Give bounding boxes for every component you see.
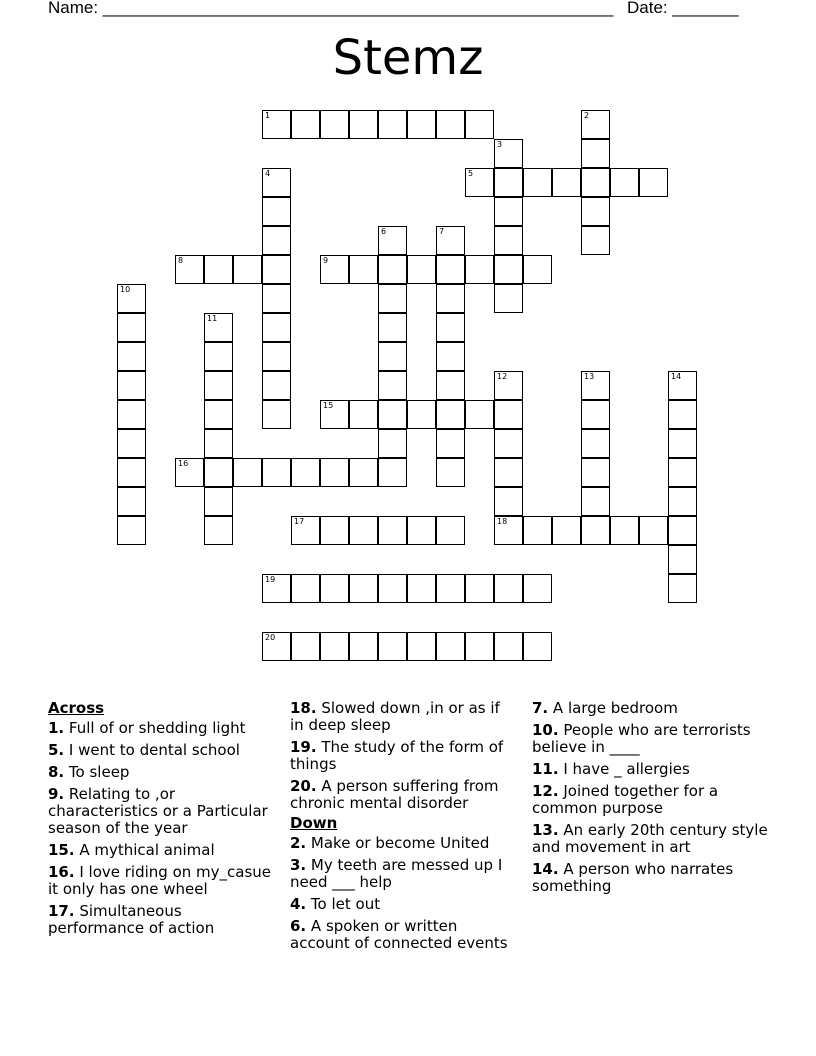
grid-cell[interactable]: [175, 458, 204, 487]
clue-number: 3: [497, 140, 503, 149]
grid-cell[interactable]: [378, 284, 407, 313]
grid-cell[interactable]: [407, 400, 436, 429]
grid-cell[interactable]: [204, 342, 233, 371]
grid-cell[interactable]: [581, 429, 610, 458]
grid-cell[interactable]: [581, 226, 610, 255]
clue-number: 18: [497, 517, 508, 526]
grid-cell[interactable]: [436, 429, 465, 458]
grid-cell[interactable]: [581, 168, 610, 197]
clue-number: 16: [178, 459, 189, 468]
grid-cell[interactable]: [320, 458, 349, 487]
grid-cell[interactable]: [465, 400, 494, 429]
grid-cell[interactable]: [494, 255, 523, 284]
grid-cell[interactable]: [407, 516, 436, 545]
grid-cell[interactable]: [262, 110, 291, 139]
grid-cell[interactable]: [668, 487, 697, 516]
grid-cell[interactable]: [581, 197, 610, 226]
grid-cell[interactable]: [494, 400, 523, 429]
grid-cell[interactable]: [204, 487, 233, 516]
grid-cell[interactable]: [378, 255, 407, 284]
grid-cell[interactable]: [465, 168, 494, 197]
grid-cell[interactable]: [668, 574, 697, 603]
grid-cell[interactable]: [581, 110, 610, 139]
across-clue-17: 17. Simultaneous performance of action: [48, 902, 215, 937]
grid-cell[interactable]: [349, 574, 378, 603]
grid-cell[interactable]: [204, 255, 233, 284]
grid-cell[interactable]: [320, 632, 349, 661]
grid-cell[interactable]: [378, 342, 407, 371]
grid-cell[interactable]: [117, 284, 146, 313]
grid-cell[interactable]: [378, 632, 407, 661]
clue-column-2: [290, 700, 518, 957]
grid-cell[interactable]: [523, 255, 552, 284]
grid-cell[interactable]: [378, 371, 407, 400]
down-heading: Down: [290, 814, 338, 832]
grid-cell[interactable]: [291, 110, 320, 139]
grid-cell[interactable]: [262, 400, 291, 429]
grid-cell[interactable]: [175, 255, 204, 284]
grid-cell[interactable]: [233, 255, 262, 284]
grid-cell[interactable]: [668, 458, 697, 487]
grid-cell[interactable]: [262, 255, 291, 284]
grid-cell[interactable]: [581, 487, 610, 516]
grid-cell[interactable]: [407, 632, 436, 661]
grid-cell[interactable]: [320, 255, 349, 284]
grid-cell[interactable]: [117, 371, 146, 400]
clue-number: 2: [584, 111, 590, 120]
date-field-label: Date: _______: [627, 0, 739, 17]
grid-cell[interactable]: [407, 255, 436, 284]
grid-cell[interactable]: [262, 458, 291, 487]
grid-cell[interactable]: [291, 574, 320, 603]
clue-number: 8: [178, 256, 184, 265]
across-clue-16: 16. I love riding on my_casue it only has one wheel: [48, 863, 272, 898]
grid-cell[interactable]: [436, 574, 465, 603]
grid-cell[interactable]: [436, 371, 465, 400]
grid-cell[interactable]: [494, 226, 523, 255]
grid-cell[interactable]: [349, 255, 378, 284]
down-clue-2: 2. Make or become United: [290, 834, 490, 852]
grid-cell[interactable]: [117, 516, 146, 545]
clue-number: 13: [584, 372, 595, 381]
down-clue-14: 14. A person who narrates something: [532, 860, 734, 895]
down-clue-7: 7. A large bedroom: [532, 699, 678, 717]
clue-number: 12: [497, 372, 508, 381]
grid-cell[interactable]: [378, 313, 407, 342]
grid-cell[interactable]: [117, 487, 146, 516]
grid-cell[interactable]: [668, 400, 697, 429]
grid-cell[interactable]: [639, 516, 668, 545]
grid-cell[interactable]: [262, 371, 291, 400]
grid-cell[interactable]: [610, 168, 639, 197]
grid-cell[interactable]: [262, 574, 291, 603]
grid-cell[interactable]: [291, 458, 320, 487]
grid-cell[interactable]: [494, 139, 523, 168]
grid-cell[interactable]: [494, 632, 523, 661]
across-clue-1: 1. Full of or shedding light: [48, 719, 246, 737]
grid-cell[interactable]: [262, 226, 291, 255]
grid-cell[interactable]: [204, 429, 233, 458]
grid-cell[interactable]: [581, 139, 610, 168]
grid-cell[interactable]: [262, 313, 291, 342]
across-clue-8: 8. To sleep: [48, 763, 130, 781]
grid-cell[interactable]: [494, 429, 523, 458]
grid-cell[interactable]: [436, 632, 465, 661]
grid-cell[interactable]: [291, 516, 320, 545]
grid-cell[interactable]: [581, 371, 610, 400]
grid-cell[interactable]: [378, 429, 407, 458]
grid-cell[interactable]: [436, 110, 465, 139]
grid-cell[interactable]: [378, 110, 407, 139]
grid-cell[interactable]: [494, 197, 523, 226]
clue-number: 17: [294, 517, 305, 526]
clue-number: 19: [265, 575, 276, 584]
clue-number: 7: [439, 227, 445, 236]
grid-cell[interactable]: [233, 458, 262, 487]
grid-cell[interactable]: [494, 371, 523, 400]
grid-cell[interactable]: [407, 574, 436, 603]
grid-cell[interactable]: [117, 342, 146, 371]
grid-cell[interactable]: [465, 574, 494, 603]
grid-cell[interactable]: [378, 516, 407, 545]
grid-cell[interactable]: [581, 458, 610, 487]
grid-cell[interactable]: [378, 226, 407, 255]
grid-cell[interactable]: [436, 226, 465, 255]
clue-number: 11: [207, 314, 218, 323]
grid-cell[interactable]: [668, 429, 697, 458]
grid-cell[interactable]: [291, 632, 320, 661]
grid-cell[interactable]: [262, 632, 291, 661]
grid-cell[interactable]: [436, 458, 465, 487]
grid-cell[interactable]: [204, 516, 233, 545]
grid-cell[interactable]: [610, 516, 639, 545]
grid-cell[interactable]: [117, 313, 146, 342]
across-clue-9: 9. Relating to ,or characteristics or a Particular season of the year: [48, 785, 268, 837]
across-clue-15: 15. A mythical animal: [48, 841, 215, 859]
across-clue-20: 20. A person suffering from chronic mental disorder: [290, 777, 499, 812]
grid-cell[interactable]: [378, 400, 407, 429]
grid-cell[interactable]: [494, 458, 523, 487]
down-clue-4: 4. To let out: [290, 895, 381, 913]
grid-cell[interactable]: [407, 110, 436, 139]
down-clue-10: 10. People who are terrorists believe in ____: [532, 721, 751, 756]
grid-cell[interactable]: [349, 632, 378, 661]
grid-cell[interactable]: [349, 400, 378, 429]
grid-cell[interactable]: [523, 632, 552, 661]
grid-cell[interactable]: [349, 458, 378, 487]
grid-cell[interactable]: [465, 632, 494, 661]
grid-cell[interactable]: [436, 342, 465, 371]
grid-cell[interactable]: [320, 574, 349, 603]
grid-cell[interactable]: [204, 313, 233, 342]
grid-cell[interactable]: [436, 516, 465, 545]
grid-cell[interactable]: [204, 400, 233, 429]
grid-cell[interactable]: [581, 400, 610, 429]
grid-cell[interactable]: [262, 197, 291, 226]
grid-cell[interactable]: [523, 516, 552, 545]
grid-cell[interactable]: [378, 458, 407, 487]
grid-cell[interactable]: [494, 516, 523, 545]
clue-number: 4: [265, 169, 271, 178]
clue-number: 6: [381, 227, 387, 236]
grid-cell[interactable]: [349, 516, 378, 545]
clue-number: 1: [265, 111, 271, 120]
clue-column-3: [532, 700, 768, 900]
grid-cell[interactable]: [552, 516, 581, 545]
puzzle-title: Stemz: [332, 30, 484, 86]
clue-number: 15: [323, 401, 334, 410]
across-clue-18: 18. Slowed down ,in or as if in deep sleep: [290, 699, 500, 734]
down-clue-11: 11. I have _ allergies: [532, 760, 690, 778]
down-clue-13: 13. An early 20th century style and movement in art: [532, 821, 768, 856]
grid-cell[interactable]: [436, 284, 465, 313]
grid-cell[interactable]: [320, 400, 349, 429]
grid-cell[interactable]: [581, 516, 610, 545]
clue-number: 10: [120, 285, 131, 294]
down-clue-3: 3. My teeth are messed up I need ___ help: [290, 856, 503, 891]
grid-cell[interactable]: [494, 574, 523, 603]
grid-cell[interactable]: [668, 371, 697, 400]
grid-cell[interactable]: [117, 400, 146, 429]
grid-cell[interactable]: [262, 342, 291, 371]
grid-cell[interactable]: [320, 110, 349, 139]
clue-number: 5: [468, 169, 474, 178]
grid-cell[interactable]: [494, 168, 523, 197]
grid-cell[interactable]: [639, 168, 668, 197]
grid-cell[interactable]: [262, 168, 291, 197]
across-clue-19: 19. The study of the form of things: [290, 738, 504, 773]
grid-cell[interactable]: [494, 284, 523, 313]
clue-number: 9: [323, 256, 329, 265]
grid-cell[interactable]: [552, 168, 581, 197]
grid-cell[interactable]: [523, 168, 552, 197]
across-clue-5: 5. I went to dental school: [48, 741, 240, 759]
grid-cell[interactable]: [465, 255, 494, 284]
grid-cell[interactable]: [668, 516, 697, 545]
grid-cell[interactable]: [436, 400, 465, 429]
clue-number: 14: [671, 372, 682, 381]
grid-cell[interactable]: [523, 574, 552, 603]
clue-number: 20: [265, 633, 276, 642]
grid-cell[interactable]: [117, 429, 146, 458]
grid-cell[interactable]: [436, 313, 465, 342]
down-clue-6: 6. A spoken or written account of connected events: [290, 917, 508, 952]
grid-cell[interactable]: [349, 110, 378, 139]
grid-cell[interactable]: [465, 110, 494, 139]
grid-cell[interactable]: [204, 458, 233, 487]
clue-column-1: [48, 700, 280, 942]
name-field-label: Name: ______________________________________________________: [48, 0, 614, 17]
grid-cell[interactable]: [494, 487, 523, 516]
grid-cell[interactable]: [117, 458, 146, 487]
grid-cell[interactable]: [320, 516, 349, 545]
down-clue-12: 12. Joined together for a common purpose: [532, 782, 719, 817]
grid-cell[interactable]: [378, 574, 407, 603]
grid-cell[interactable]: [204, 371, 233, 400]
across-heading: Across: [48, 699, 105, 717]
grid-cell[interactable]: [262, 284, 291, 313]
grid-cell[interactable]: [668, 545, 697, 574]
grid-cell[interactable]: [436, 255, 465, 284]
